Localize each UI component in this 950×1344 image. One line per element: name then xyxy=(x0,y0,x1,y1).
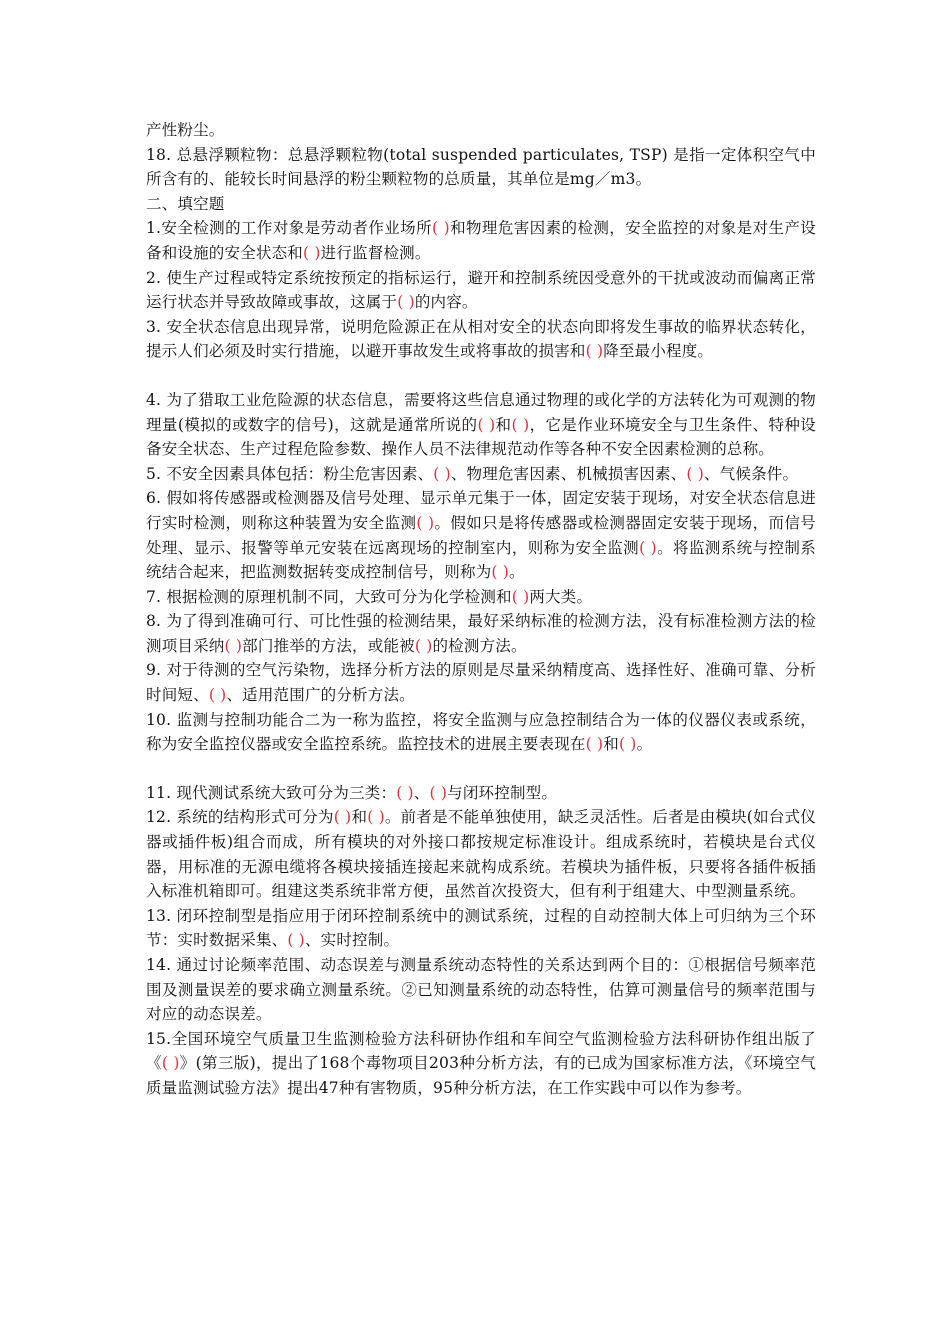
paragraph xyxy=(146,585,816,610)
fill-in-blank: ( ) xyxy=(618,735,637,754)
text-segment: 10. 监测与控制功能合二为一称为监控，将安全监测与应急控制结合为一体的仪器仪表或系统，称为安全监控仪器或安全监控系统。监控技术的进展主要表现在 xyxy=(146,710,816,754)
fill-in-blank: ( ) xyxy=(511,587,530,606)
text-segment: 2. 使生产过程或特定系统按预定的指标运行，避开和控制系统因受意外的干扰或波动而偏离正常运行状态并导致故障或事故，这属于 xyxy=(146,268,816,312)
paragraph xyxy=(146,486,816,584)
text-segment: 、 xyxy=(413,783,430,802)
text-segment: 15.全国环境空气质量卫生监测检验方法科研协作组和车间空气监测检验方法科研协作组出版了《 xyxy=(146,1029,816,1073)
paragraph xyxy=(146,266,816,315)
text-segment: 18. 总悬浮颗粒物：总悬浮颗粒物(total suspended particulates, TSP) 是指一定体积空气中所含有的、能较长时间悬浮的粉尘颗粒物的总质量，其单位是mg／m3。 xyxy=(146,145,816,189)
paragraph xyxy=(146,388,816,462)
fill-in-blank: ( ) xyxy=(416,513,435,532)
text-segment: 13. 闭环控制型是指应用于闭环控制系统中的测试系统，过程的自动控制大体上可归纳为三个环节：实时数据采集、 xyxy=(146,906,816,950)
text-segment: 。 xyxy=(509,563,525,582)
text-segment: 产性粉尘。 xyxy=(146,121,225,139)
fill-in-blank: ( ) xyxy=(287,931,305,950)
fill-in-blank: ( ) xyxy=(224,636,243,655)
fill-in-blank: ( ) xyxy=(491,563,510,582)
paragraph xyxy=(146,462,816,487)
text-segment: 和 xyxy=(495,415,512,434)
fill-in-blank: ( ) xyxy=(686,464,704,483)
fill-in-blank: ( ) xyxy=(585,342,604,361)
text-segment: 部门推举的方法，或能被 xyxy=(242,636,415,655)
document-body xyxy=(146,118,816,1101)
text-segment: 14. 通过讨论频率范围、动态误差与测量系统动态特性的关系达到两个目的：①根据信号频率范围及测量误差的要求确立测量系统。②已知测量系统的动态特性，估算可测量信号的频率范围与对应的动态误差。 xyxy=(146,956,816,1024)
text-segment: 的内容。 xyxy=(414,293,478,312)
text-segment: 12. 系统的结构形式可分为 xyxy=(146,808,334,827)
text-segment: 8. 为了得到准确可行、可比性强的检测结果，最好采纳标准的检测方法，没有标准检测方法的检测项目采纳 xyxy=(146,612,816,655)
text-segment: 6. 假如将传感器或检测器及信号处理、显示单元集于一体，固定安装于现场，对安全状态信息进行实时检测，则称这种装置为安全监测 xyxy=(146,489,816,532)
text-segment: 和物理危害因素的检测，安全监控的对象是对生产设备和设施的安全状态和 xyxy=(146,219,816,262)
text-segment: 的检测方法。 xyxy=(432,636,527,655)
text-segment: 4. 为了猎取工业危险源的状态信息，需要将这些信息通过物理的或化学的方法转化为可观测的物理量(模拟的或数字的信号)，这就是通常所说的 xyxy=(146,390,816,434)
text-segment: 、气候条件。 xyxy=(703,464,799,483)
paragraph xyxy=(146,805,816,903)
fill-in-blank: ( ) xyxy=(397,293,415,312)
text-segment: 7. 根据检测的原理机制不同，大致可分为化学检测和 xyxy=(146,587,512,606)
text-segment: 两大类。 xyxy=(529,587,593,606)
paragraph xyxy=(146,118,816,143)
text-segment: 和 xyxy=(351,808,368,827)
text-segment: ，它是作业环境安全与卫生条件、特种设备安全状态、生产过程危险参数、操作人员不法律规范动作等各种不安全因素检测的总称。 xyxy=(146,415,817,459)
fill-in-blank: ( ) xyxy=(432,219,450,238)
paragraph xyxy=(146,904,816,953)
paragraph xyxy=(146,192,816,217)
text-segment: 。将监测系统与控制系统结合起来，把监测数据转变成控制信号，则称为 xyxy=(146,538,816,582)
text-segment: 3. 安全状态信息出现异常，说明危险源正在从相对安全的状态向即将发生事故的临界状态转化，提示人们必须及时实行措施，以避开事故发生或将事故的损害和 xyxy=(146,317,816,361)
text-segment: 二、填空题 xyxy=(146,194,225,213)
paragraph xyxy=(146,216,816,265)
text-segment: 进行监督检测。 xyxy=(320,243,431,262)
fill-in-blank: ( ) xyxy=(433,464,451,483)
fill-in-blank: ( ) xyxy=(333,808,352,827)
text-segment: 、实时控制。 xyxy=(304,931,400,950)
paragraph xyxy=(146,953,816,1027)
text-segment: 。假如只是将传感器或检测器固定安装于现场，而信号处理、显示、报警等单元安装在远离现场的控制室内，则称为安全监测 xyxy=(146,513,816,557)
paragraph xyxy=(146,658,816,707)
text-segment: 5. 不安全因素具体包括：粉尘危害因素、 xyxy=(146,464,434,483)
fill-in-blank: ( ) xyxy=(303,243,321,262)
fill-in-blank: ( ) xyxy=(639,538,657,557)
paragraph xyxy=(146,609,816,658)
fill-in-blank: ( ) xyxy=(161,1054,180,1073)
fill-in-blank: ( ) xyxy=(396,783,414,802)
text-segment: 9. 对于待测的空气污染物，选择分析方法的原则是尽量采纳精度高、选择性好、准确可靠、分析时间短、 xyxy=(146,661,816,705)
paragraph xyxy=(146,1027,816,1101)
fill-in-blank: ( ) xyxy=(585,735,604,754)
fill-in-blank: ( ) xyxy=(208,686,227,705)
text-segment: 降至最小程度。 xyxy=(603,342,714,361)
paragraph-gap xyxy=(146,364,816,388)
fill-in-blank: ( ) xyxy=(477,415,496,434)
fill-in-blank: ( ) xyxy=(414,636,433,655)
paragraph xyxy=(146,781,816,806)
paragraph xyxy=(146,708,816,757)
paragraph xyxy=(146,143,816,192)
text-segment: 。 xyxy=(636,735,653,754)
text-segment: 、适用范围广的分析方法。 xyxy=(226,686,415,705)
fill-in-blank: ( ) xyxy=(511,415,530,434)
text-segment: 11. 现代测试系统大致可分为三类： xyxy=(146,783,397,802)
fill-in-blank: ( ) xyxy=(367,808,385,827)
paragraph xyxy=(146,315,816,364)
text-segment: 。前者是不能单独使用，缺乏灵活性。后者是由模块(如台式仪器或插件板)组合而成，所有模块的对外接口都按规定标准设计。组成系统时，若模块是台式仪器，用标准的无源电缆将各模块接插连接起来就构成系统。若模块为插件板，只要将各插件板插入标准机箱即可。组建这类系统非常方便，虽然首次投资大，但有利于组建大、中型测量系统。 xyxy=(146,808,816,901)
text-segment: 与闭环控制型。 xyxy=(447,783,558,802)
text-segment: 》(第三版)，提出了168个毒物项目203种分析方法，有的已成为国家标准方法，《环境空气质量监测试验方法》提出47种有害物质，95种分析方法，在工作实践中可以作为参考。 xyxy=(146,1054,816,1097)
text-segment: 和 xyxy=(603,735,619,754)
text-segment: 1.安全检测的工作对象是劳动者作业场所 xyxy=(146,219,433,238)
fill-in-blank: ( ) xyxy=(429,783,448,802)
text-segment: 、物理危害因素、机械损害因素、 xyxy=(450,464,687,483)
paragraph-gap xyxy=(146,757,816,781)
